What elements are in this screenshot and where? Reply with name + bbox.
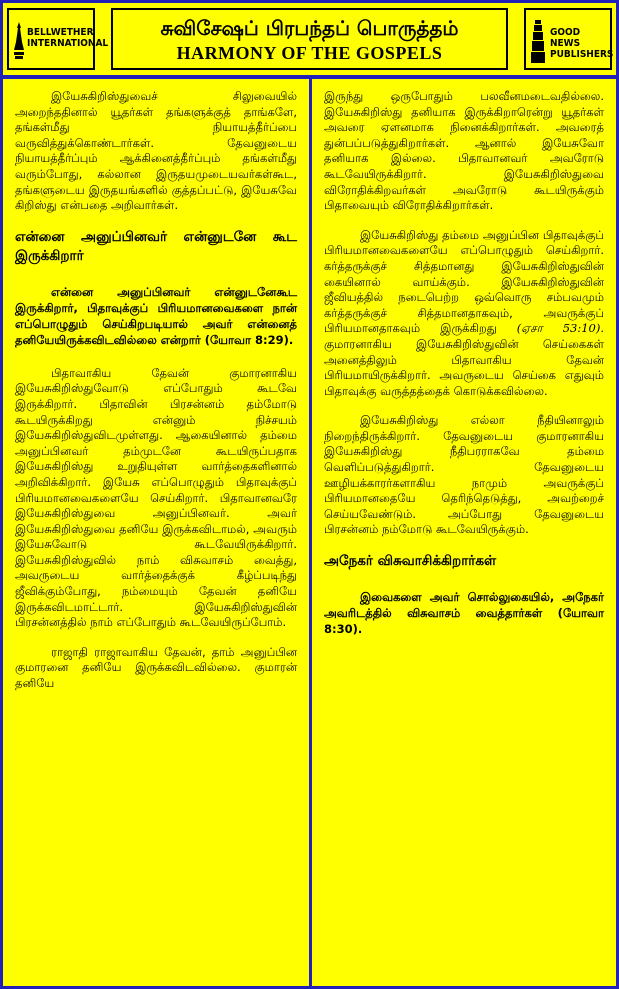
bellwether-logo-text: BELLWETHER INTERNATIONAL [27,27,109,49]
right-paragraph-3: இயேசுகிறிஸ்து எல்லா நீதியினாலும் நிறைந்திருக்கிறார். தேவனுடைய குமாரனாகிய இயேசுகிறிஸ்து நீதிபரராகவே தம்மை வெளிப்படுத்துகிறார். தேவனுடைய ஊழியக்காரர்களாகிய நாமும் அவருக்குப் பிரியமானதையே தெரிந்தெடுத்து, அவற்றைச் செய்யவேண்டும். அப்போது தேவனுடைய பிரசன்னம் நம்மோடு கூடவேயிருக்கும். [324,413,604,537]
right-section-heading: அநேகர் விசுவாசிக்கிறார்கள் [324,553,497,570]
left-scripture-verse: என்னை அனுப்பினவர் என்னுடனேகூட இருக்கிறார், பிதாவுக்குப் பிரியமானவைகளை நான் எப்பொழுதும் செய்கிறபடியால் அவர் என்னைத் தனியேயிருக்கவிடவில்லை என்றார் (யோவா 8:29). [15,284,297,347]
good-news-logo-text: GOOD NEWS PUBLISHERS [550,27,614,60]
bellwether-logo [7,8,109,70]
left-paragraph-1: இயேசுகிறிஸ்துவைச் சிலுவையில் அறைந்ததினால் யூதர்கள் தங்களுக்குத் தாங்களே, தங்கள்மீது நியாயத்தீர்ப்பை வருவித்துக்கொண்டார்கள். தேவனுடைய நியாயத்தீர்ப்பும் ஆக்கினைத்தீர்ப்பும் தங்கள்மீது வரும்போது, கல்லான இருதயமுடையவர்கள்கூட, தங்களுடைய இருதயங்களில் குத்தப்பட்டு, இயேசுவே கிறிஸ்து என்பதை அறிவார்கள். [15,89,297,213]
title-box [111,8,508,70]
page-title-tamil: சுவிசேஷப் பிரபந்தப் பொருத்தம் [160,16,459,40]
left-section-heading: என்னை அனுப்பினவர் என்னுடனே கூட இருக்கிறார் [15,228,297,264]
right-column [312,79,616,986]
left-column [3,79,309,986]
header-banner [3,3,616,75]
right-paragraph-2-text-b: குமாரனாகிய இயேசுகிறிஸ்துவின் செய்கைகள் அனைத்திலும் பிதாவாகிய தேவன் பிரியமாயிருக்கிறார். அவருடைய செய்கை எதுவும் பிதாவுக்கு வருத்தத்தைக் கொடுக்கவில்லை. [324,336,604,398]
right-paragraph-2 [324,228,604,400]
bellwether-bell-icon [13,20,25,60]
right-paragraph-2-text-a: இயேசுகிறிஸ்து தம்மை அனுப்பின பிதாவுக்குப் பிரியமானவைகளையே எப்பொழுதும் செய்கிறார். கர்த்தருக்குச் சித்தமானது இயேசுகிறிஸ்துவின் கையினால் வாய்க்கும். இயேசுகிறிஸ்துவின் ஜீவியத்தில் நடைபெற்ற ஒவ்வொரு சம்பவமும் கர்த்தருக்குச் சித்தமானதாகவும், அவருக்குப் பிரியமானதாகவும் இருக்கிறது [324,227,604,336]
left-paragraph-3: ராஜாதி ராஜாவாகிய தேவன், தாம் அனுப்பின குமாரனை தனியே இருக்கவிடவில்லை. குமாரன் தனியே [15,644,297,691]
right-scripture-verse: இவைகளை அவர் சொல்லுகையில், அநேகர் அவரிடத்தில் விசுவாசம் வைத்தார்கள் (யோவா 8:30). [324,590,604,637]
page-title-english: HARMONY OF THE GOSPELS [176,43,443,63]
right-paragraph-1: இருந்து ஒருபோதும் பலவீனமடைவதில்லை. இயேசுகிறிஸ்து தனியாக இருக்கிறாரென்று யூதர்கள் அவரை ஏளனமாக நினைக்கிறார்கள். அவரைத் துன்பப்படுத்துகிறார்கள். ஆனால் இயேசுவோ தனியாக இல்லை. பிதாவானவர் அவரோடு கூடவேயிருக்கிறார். இயேசுகிறிஸ்துவை விரோதிக்கிறவர்கள் அவரோடு கூடயிருக்கும் பிதாவையும் விரோதிக்கிறார்கள். [324,89,604,213]
good-news-logo [524,8,612,70]
left-paragraph-2: பிதாவாகிய தேவன் குமாரனாகிய இயேசுகிறிஸ்துவோடு எப்போதும் கூடவே இருக்கிறார். பிதாவின் பிரசன்னம் தம்மோடு கூடயிருக்கிறது என்னும் நிச்சயம் இயேசுகிறிஸ்துவிடமுள்ளது. ஆகையினால் தம்மை அனுப்பினவர் தம்முடனே கூடயிருப்பதாக இயேசுகிறிஸ்து உறுதியுள்ள வார்த்தைகளினால் அறிவிக்கிறார். இயேசு எப்பொழுதும் பிதாவுக்குப் பிரியமானவைகளையே செய்கிறார். பிதாவானவரே இயேசுகிறிஸ்துவை அனுப்பினவர். அவர் இயேசுகிறிஸ்துவை தனியே இருக்கவிடாமல், அவரும் இயேசுவோடு கூடவேயிருக்கிறார். இயேசுகிறிஸ்துவில் நாம் விசுவாசம் வைத்து, அவருடைய வார்த்தைக்குக் கீழ்ப்படிந்து ஜீவிக்கும்போது, நம்மையும் தேவன் தனியே இருக்கவிடமாட்டார். இயேசுகிறிஸ்துவின் பிரசன்னத்தில் நாம் எப்போதும் கூடவேயிருப்போம். [15,365,297,630]
good-news-tower-icon [530,20,546,64]
scripture-reference: (ஏசா 53:10). [516,321,604,336]
